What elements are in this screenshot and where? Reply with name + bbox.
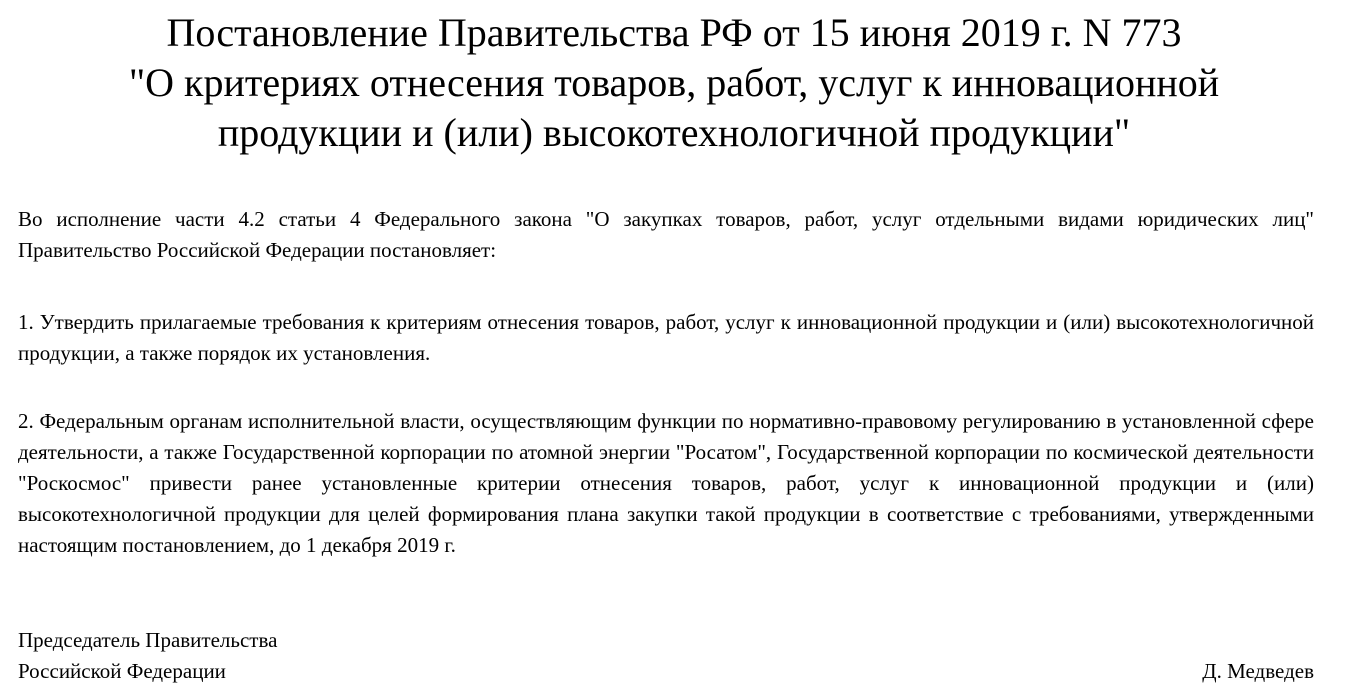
- title-line-2: "О критериях отнесения товаров, работ, услуг к инновационной: [128, 60, 1220, 105]
- signature-block: [18, 625, 1314, 687]
- signatory-position-line-2: Российской Федерации: [18, 659, 226, 683]
- item-2-paragraph: 2. Федеральным органам исполнительной власти, осуществляющим функции по нормативно-правовому регулированию в установленной сфере деятельности, а также Государственной корпорации по атомной энергии "Росатом", Государственной корпорации по космической деятельности "Роскосмос" привести ранее установленные критерии отнесения товаров, работ, услуг к инновационной продукции и (или) высокотехнологичной продукции для целей формирования плана закупки такой продукции в соответствие с требованиями, утвержденными настоящим постановлением, до 1 декабря 2019 г.: [18, 409, 1314, 557]
- item-1-paragraph: 1. Утвердить прилагаемые требования к критериям отнесения товаров, работ, услуг к инновационной продукции и (или) высокотехнологичной продукции, а также порядок их установления.: [18, 310, 1314, 365]
- title-line-3: продукции и (или) высокотехнологичной продукции": [217, 110, 1131, 155]
- signatory-position-line-1: Председатель Правительства: [18, 628, 278, 652]
- title-line-1: Постановление Правительства РФ от 15 июня 2019 г. N 773: [166, 10, 1182, 55]
- signatory-name: Д. Медведев: [1202, 659, 1314, 683]
- preamble-paragraph: Во исполнение части 4.2 статьи 4 Федерального закона "О закупках товаров, работ, услуг отдельными видами юридических лиц" Правительство Российской Федерации постановляет:: [18, 207, 1314, 262]
- document-title: [0, 8, 1348, 158]
